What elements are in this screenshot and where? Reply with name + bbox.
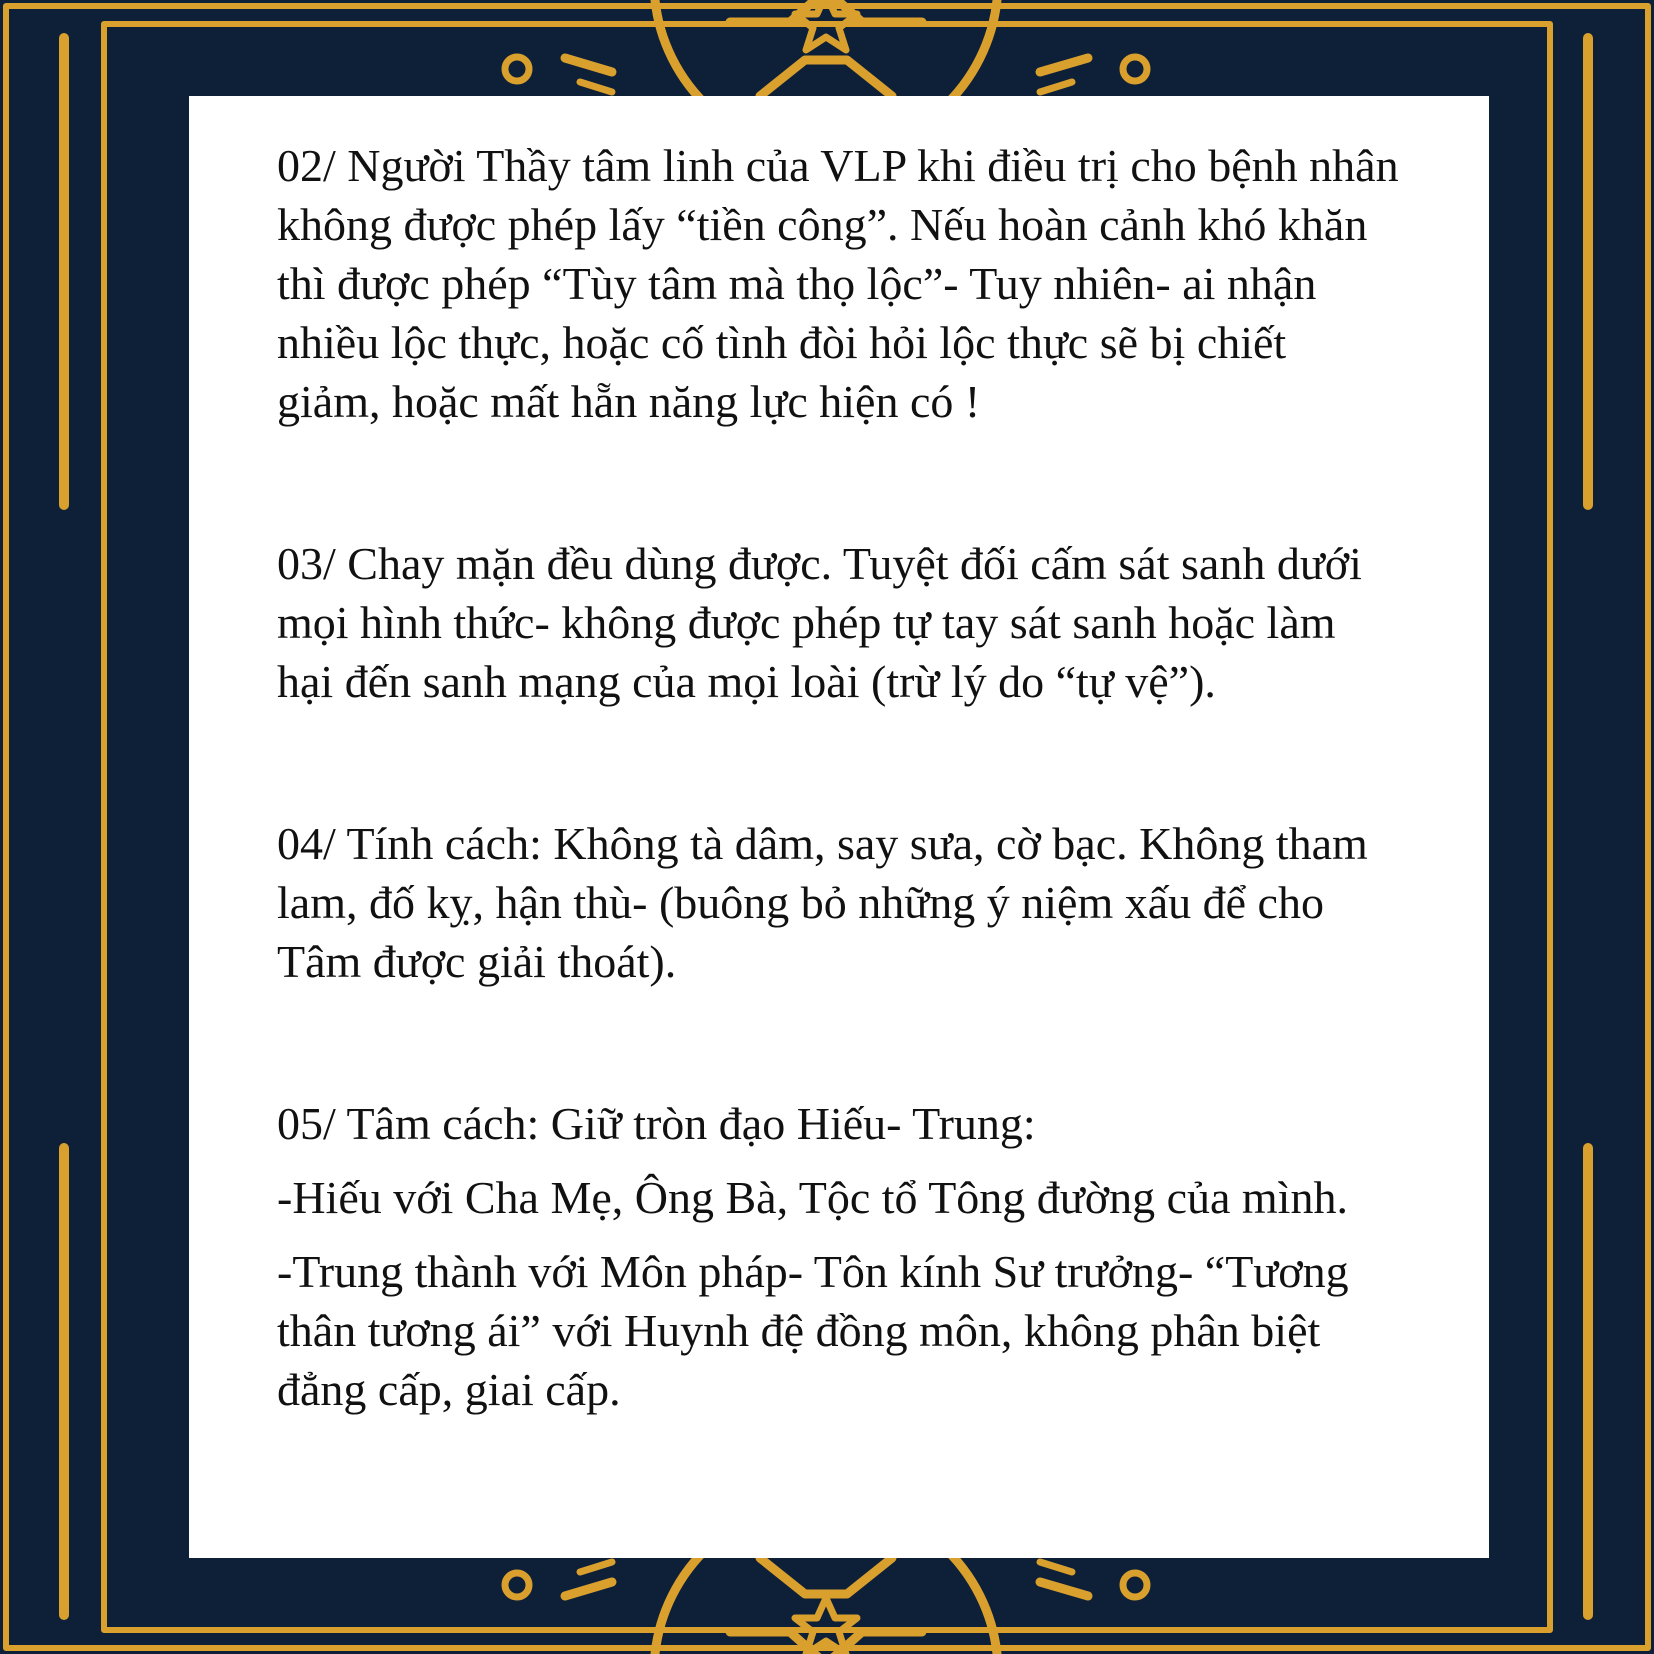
- paragraph-04: 04/ Tính cách: Không tà dâm, say sưa, cờ bạc. Không tham lam, đố kỵ, hận thù- (buông bỏ những ý niệm xấu để cho Tâm được giải thoát).: [277, 818, 1368, 987]
- content-panel: [189, 96, 1489, 1558]
- circle-ornament: [505, 57, 529, 81]
- circle-ornament: [1123, 57, 1147, 81]
- paragraph-05-heading: 05/ Tâm cách: Giữ tròn đạo Hiếu- Trung:: [277, 1098, 1036, 1149]
- circle-ornament: [505, 1573, 529, 1597]
- circle-ornament: [1123, 1573, 1147, 1597]
- paragraph-02: 02/ Người Thầy tâm linh của VLP khi điều trị cho bệnh nhân không được phép lấy “tiền công”. Nếu hoàn cảnh khó khăn thì được phép “Tùy tâm mà thọ lộc”- Tuy nhiên- ai nhận nhiều lộc thực, hoặc cố tình đòi hỏi lộc thực sẽ bị chiết giảm, hoặc mất hẵn năng lực hiện có !: [277, 140, 1399, 427]
- paragraph-05-trung: -Trung thành với Môn pháp- Tôn kính Sư trưởng- “Tương thân tương ái” với Huynh đệ đồng môn, không phân biệt đẳng cấp, giai cấp.: [277, 1246, 1349, 1415]
- paragraph-05-hieu: -Hiếu với Cha Mẹ, Ông Bà, Tộc tổ Tông đường của mình.: [277, 1172, 1348, 1223]
- paragraph-03: 03/ Chay mặn đều dùng được. Tuyệt đối cấm sát sanh dưới mọi hình thức- không được phép tự tay sát sanh hoặc làm hại đến sanh mạng của mọi loài (trừ lý do “tự vệ”).: [277, 538, 1362, 707]
